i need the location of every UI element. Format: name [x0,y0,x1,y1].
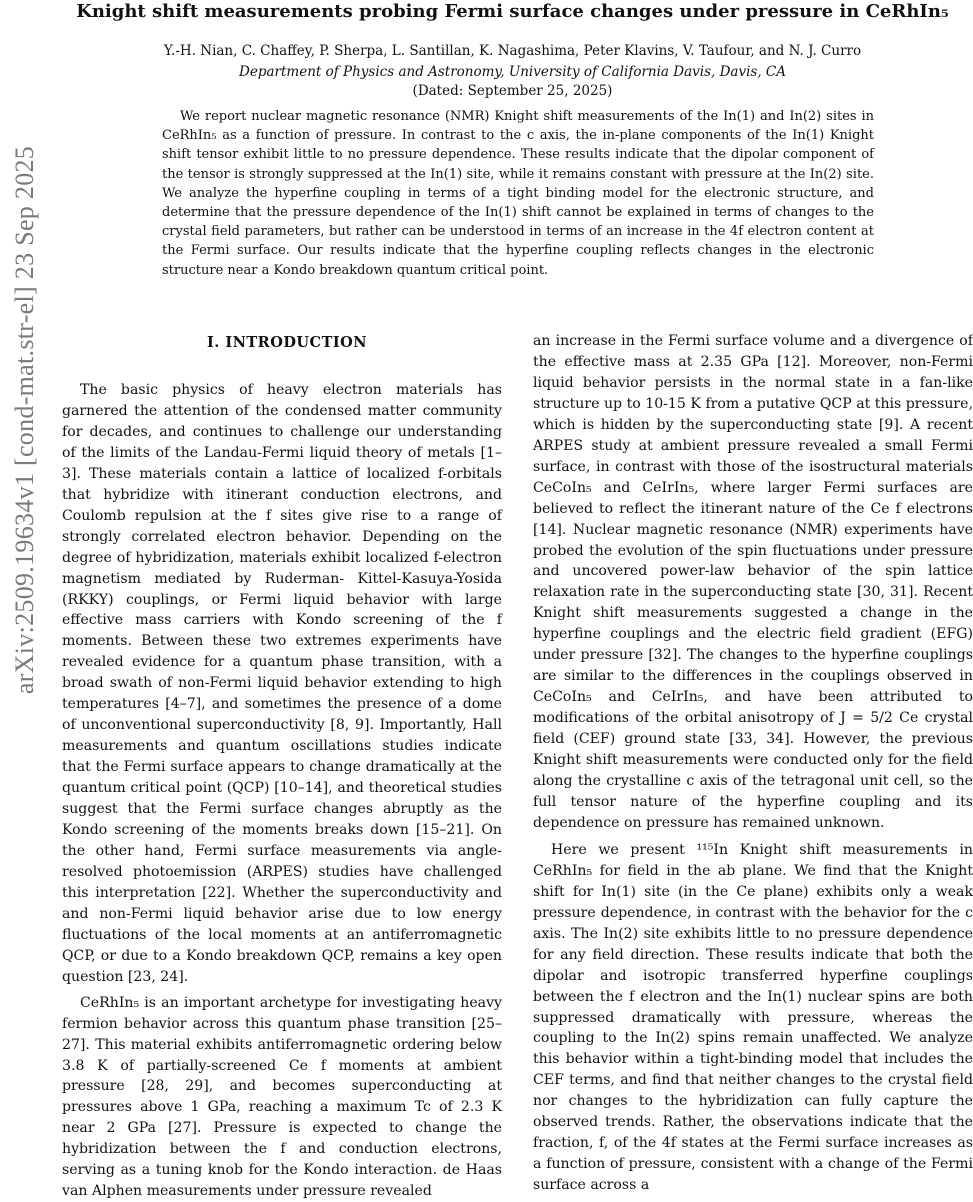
paper-title: Knight shift measurements probing Fermi surface changes under pressure in CeRhIn₅ [76,1,949,22]
date-line: (Dated: September 25, 2025) [412,83,613,99]
intro-paragraph-2: CeRhIn₅ is an important archetype for investigating heavy fermion behavior across this quantum phase transition [25–27]. This material exhibits antiferromagnetic ordering below 3.8 K of partially-screened Ce f moments at ambient pressure [28, 29], and becomes superconducting at pressures above 1 GPa, reaching a maximum Tc of 2.3 K near 2 GPa [27]. Pressure is expected to change the hybridization between the f and conduction electrons, serving as a tuning knob for the Kondo interaction. de Haas van Alphen measurements under pressure revealed [62,994,502,1200]
arxiv-identifier-stamp [0,145,50,695]
left-column [62,380,502,1202]
affiliation: Department of Physics and Astronomy, University of California Davis, Davis, CA [239,64,786,80]
section-heading-introduction: I. INTRODUCTION [206,334,368,351]
right-column [533,331,973,1196]
intro-paragraph-3: Here we present ¹¹⁵In Knight shift measurements in CeRhIn₅ for field in the ab plane. We find that the Knight shift for In(1) site (in the Ce plane) exhibits only a weak pressure dependence, in contrast with the behavior for the c axis. The In(2) site exhibits little to no pressure dependence for any field direction. These results indicate that both the dipolar and isotropic transferred hyperfine couplings between the f electron and the In(1) nuclear spins are both suppressed dramatically with pressure, whereas the coupling to the In(2) spins remain unaffected. We analyze this behavior within a tight-binding model that includes the CEF terms, and find that neither changes to the crystal field nor changes to the hybridization can fully capture the observed trends. Rather, the observations indicate that the fraction, f, of the 4f states at the Fermi surface increases as a function of pressure, consistent with a change of the Fermi surface across a [533,841,973,1194]
arxiv-identifier-text: arXiv:2509.19634v1 [cond-mat.str-el] 23 Sep 2025 [10,145,40,695]
intro-paragraph-continued: an increase in the Fermi surface volume and a divergence of the effective mass at 2.35 GPa [12]. Moreover, non-Fermi liquid behavior persists in the normal state in a fan-like structure up to 10-15 K from a putative QCP at this pressure, which is hidden by the superconducting state [9]. A recent ARPES study at ambient pressure revealed a small Fermi surface, in contrast with those of the isostructural materials CeCoIn₅ and CeIrIn₅, where larger Fermi surfaces are believed to reflect the itinerant nature of the Ce f electrons [14]. Nuclear magnetic resonance (NMR) experiments have probed the evolution of the spin fluctuations under pressure and uncovered power-law behavior of the spin lattice relaxation rate in the superconducting state [30, 31]. Recent Knight shift measurements suggested a change in the hyperfine couplings and the electric field gradient (EFG) under pressure [32]. The changes to the hyperfine couplings are similar to the differences in the couplings observed in CeCoIn₅ and CeIrIn₅, and have been attributed to modifications of the orbital anisotropy of J = 5/2 Ce crystal field (CEF) ground state [33, 34]. However, the previous Knight shift measurements were conducted only for the field along the crystalline c axis of the tetragonal unit cell, so the full tensor nature of the hyperfine coupling and its dependence on pressure has remained unknown. [533,333,973,831]
abstract: We report nuclear magnetic resonance (NMR) Knight shift measurements of the In(1) and In(2) sites in CeRhIn₅ as a function of pressure. In contrast to the c axis, the in-plane components of the In(1) Knight shift tensor exhibit little to no pressure dependence. These results indicate that the dipolar component of the tensor is strongly suppressed at the In(1) site, while it remains constant with pressure at the In(2) site. We analyze the hyperfine coupling in terms of a tight binding model for the electronic structure, and determine that the pressure dependence of the In(1) shift cannot be explained in terms of changes to the crystal field parameters, but rather can be understood in terms of an increase in the 4f electron content at the Fermi surface. Our results indicate that the hyperfine coupling reflects changes in the electronic structure near a Kondo breakdown quantum critical point. [162,109,874,278]
intro-paragraph-1: The basic physics of heavy electron materials has garnered the attention of the condensed matter community for decades, and continues to challenge our understanding of the limits of the Landau-Fermi liquid theory of metals [1–3]. These materials contain a lattice of localized f-orbitals that hybridize with itinerant conduction electrons, and Coulomb repulsion at the f sites give rise to a range of strongly correlated electron behavior. Depending on the degree of hybridization, materials exhibit localized f-electron magnetism mediated by Ruderman- Kittel-Kasuya-Yosida (RKKY) couplings, or Fermi liquid behavior with large effective mass carriers with Kondo screening of the f moments. Between these two extremes experiments have revealed evidence for a quantum phase transition, with a broad swath of non-Fermi liquid behavior extending to high temperatures [4–7], and sometimes the presence of a dome of unconventional superconductivity [8, 9]. Importantly, Hall measurements and quantum oscillations studies indicate that the Fermi surface appears to change dramatically at the quantum critical point (QCP) [10–14], and theoretical studies suggest that the Fermi surface changes abruptly as the Kondo screening of the moments breaks down [15–21]. On the other hand, Fermi surface measurements via angle-resolved photoemission (ARPES) studies have challenged this interpretation [22]. Whether the superconductivity and and non-Fermi liquid behavior arise due to low energy fluctuations of the local moments at an antiferromagnetic QCP, or due to a Kondo breakdown QCP, remains a key open question [23, 24]. [62,382,502,985]
author-list: Y.-H. Nian, C. Chaffey, P. Sherpa, L. Santillan, K. Nagashima, Peter Klavins, V. Taufour, and N. J. Curro [163,43,862,59]
